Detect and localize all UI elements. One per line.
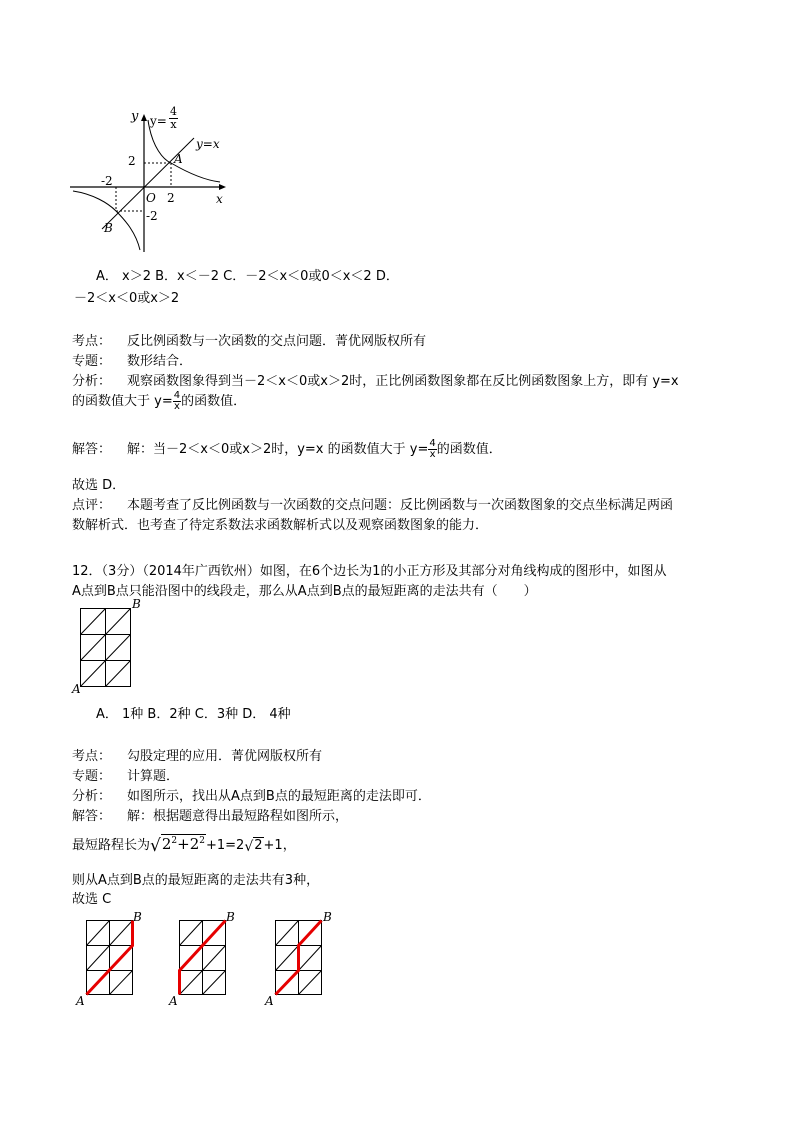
fenxi-text-line1: 观察函数图象得到当－2＜x＜0或x＞2时，正比例函数图象都在反比例函数图象上方，即有 y=x bbox=[127, 374, 679, 389]
x-axis-arrow bbox=[219, 184, 226, 190]
length-tail2: +1， bbox=[263, 838, 296, 853]
kaodian-text: 勾股定理的应用．菁优网版权所有 bbox=[127, 749, 323, 764]
q12-kaodian-row bbox=[72, 745, 322, 764]
q11-fenxi-row bbox=[72, 370, 679, 389]
radicand-small: 2 bbox=[254, 838, 263, 853]
jieda-text-post: 的函数值． bbox=[436, 442, 502, 457]
radicand bbox=[161, 834, 206, 853]
solution-grid-1 bbox=[86, 920, 146, 1010]
radical-sign: √ bbox=[150, 836, 161, 856]
hyperbola-label-fraction bbox=[169, 106, 178, 131]
grid-diagonal bbox=[203, 946, 226, 971]
y-axis-arrow bbox=[141, 114, 147, 121]
radicand-plus: + bbox=[177, 835, 190, 853]
kaodian-text: 反比例函数与一次函数的交点问题．菁优网版权所有 bbox=[127, 334, 427, 349]
radical-sign: √ bbox=[244, 839, 254, 855]
grid-diagonal bbox=[81, 609, 106, 635]
q11-answer: 故选 D． bbox=[72, 478, 126, 493]
grid-diagonal bbox=[110, 921, 133, 946]
zhuanti-text: 计算题． bbox=[127, 769, 180, 784]
coordinate-graph-svg bbox=[68, 105, 228, 258]
grid-diagonal bbox=[81, 635, 106, 661]
hyperbola-label-prefix: y= bbox=[150, 114, 167, 128]
point-b-label: B bbox=[104, 221, 113, 235]
point-b-label: B bbox=[226, 910, 235, 924]
zhuanti-label: 专题： bbox=[72, 769, 112, 784]
grid-diagonal bbox=[106, 635, 131, 661]
grid-diagonal bbox=[106, 661, 131, 687]
point-b-label: B bbox=[323, 910, 332, 924]
solution-grid-3 bbox=[275, 920, 335, 1010]
grid-diagonal bbox=[299, 971, 322, 995]
dianping-text-line1: 本题考查了反比例函数与一次函数的交点问题：反比例函数与一次函数图象的交点坐标满足两函 bbox=[127, 498, 674, 513]
fenxi-label: 分析： bbox=[72, 374, 112, 389]
q12-fenxi-row bbox=[72, 785, 431, 804]
grid-diagonal bbox=[203, 971, 226, 995]
radicand-exponent: 2 bbox=[171, 836, 178, 846]
fenxi-text-line2-post: 的函数值． bbox=[181, 394, 247, 409]
point-a-label: A bbox=[169, 994, 178, 1008]
zhuanti-label: 专题： bbox=[72, 354, 112, 369]
q11-options-line2: －2＜x＜0或x＞2 bbox=[74, 291, 180, 306]
fenxi-text: 如图所示，找出从A点到B点的最短距离的走法即可． bbox=[127, 789, 431, 804]
grid-diagonal bbox=[87, 946, 110, 971]
q11-kaodian-row bbox=[72, 330, 426, 349]
point-a-label: A bbox=[174, 152, 183, 166]
grid-diagonal bbox=[180, 921, 203, 946]
grid-diagonal bbox=[106, 609, 131, 635]
jieda-text-pre: 解：当－2＜x＜0或x＞2时，y=x 的函数值大于 y= bbox=[127, 442, 429, 457]
y-axis-label: y bbox=[131, 109, 139, 124]
grid-diagonal bbox=[276, 946, 299, 971]
radicand-base: 2 bbox=[189, 835, 200, 853]
point-b-label: B bbox=[133, 910, 142, 924]
inline-fraction bbox=[173, 391, 181, 412]
kaodian-label: 考点： bbox=[72, 334, 112, 349]
zhuanti-text: 数形结合． bbox=[127, 354, 193, 369]
fraction-denominator: x bbox=[429, 449, 436, 460]
jieda-text: 解：根据题意得出最短路程如图所示， bbox=[127, 809, 349, 824]
q12-stem-line1: 12．（3分）（2014年广西钦州）如图，在6个边长为1的小正方形及其部分对角线构成的图形中，如图从 bbox=[72, 564, 667, 579]
q12-options: A． 1种 B．2种 C．3种 D． 4种 bbox=[96, 707, 291, 722]
radicand-base: 2 bbox=[161, 835, 172, 853]
grid-svg bbox=[80, 608, 140, 698]
radicand-exponent: 2 bbox=[199, 836, 205, 846]
tick-label-y-2: 2 bbox=[128, 154, 136, 168]
q11-jieda-row bbox=[72, 438, 502, 460]
tick-label-y-neg2: -2 bbox=[146, 209, 158, 223]
fraction-numerator: 4 bbox=[173, 390, 181, 401]
grid-diagonal bbox=[81, 661, 106, 687]
q12-length-formula bbox=[72, 834, 296, 854]
grid-diagonal bbox=[87, 921, 110, 946]
point-a-label: A bbox=[76, 994, 85, 1008]
grid-diagonal bbox=[110, 971, 133, 995]
tick-label-x-neg2: -2 bbox=[101, 174, 113, 188]
grid-diagonal bbox=[276, 921, 299, 946]
point-a-label: A bbox=[265, 994, 274, 1008]
kaodian-label: 考点： bbox=[72, 749, 112, 764]
q12-zhuanti-row bbox=[72, 765, 179, 784]
dianping-label: 点评： bbox=[72, 498, 112, 513]
fenxi-text-line2-pre: 的函数值大于 y= bbox=[72, 394, 173, 409]
length-tail1: +1=2 bbox=[206, 838, 245, 853]
q12-conclusion: 则从A点到B点的最短距离的走法共有3种， bbox=[72, 873, 320, 888]
line-label: y=x bbox=[196, 137, 220, 151]
fraction-denominator: x bbox=[173, 401, 180, 412]
q11-options-line1: A． x＞2 B．x＜－2 C．－2＜x＜0或0＜x＜2 D． bbox=[96, 269, 399, 284]
q11-fenxi-line2 bbox=[72, 390, 246, 412]
q11-dianping-row bbox=[72, 494, 673, 513]
length-prefix: 最短路程长为 bbox=[72, 838, 151, 853]
tick-label-x-2: 2 bbox=[167, 191, 175, 205]
jieda-label: 解答： bbox=[72, 442, 112, 457]
q12-jieda-row bbox=[72, 805, 348, 824]
grid-diagonal bbox=[180, 971, 203, 995]
q12-answer: 故选 C bbox=[72, 892, 112, 907]
fenxi-label: 分析： bbox=[72, 789, 112, 804]
fraction-numerator: 4 bbox=[429, 438, 436, 449]
solution-grid-2 bbox=[179, 920, 239, 1010]
jieda-label: 解答： bbox=[72, 809, 112, 824]
q11-zhuanti-row bbox=[72, 350, 192, 369]
q11-dianping-line2: 数解析式．也考查了待定系数法求函数解析式以及观察函数图象的能力． bbox=[72, 518, 489, 533]
q12-stem-line2: A点到B点只能沿图中的线段走，那么从A点到B点的最短距离的走法共有（ ） bbox=[72, 584, 537, 599]
x-axis-label: x bbox=[216, 192, 223, 206]
grid-diagonal bbox=[299, 946, 322, 971]
origin-label: O bbox=[146, 191, 156, 205]
point-b-label: B bbox=[132, 597, 141, 611]
inline-fraction bbox=[428, 439, 436, 460]
fraction-denominator: x bbox=[170, 118, 177, 131]
fraction-numerator: 4 bbox=[170, 105, 177, 118]
point-a-label: A bbox=[72, 682, 81, 696]
